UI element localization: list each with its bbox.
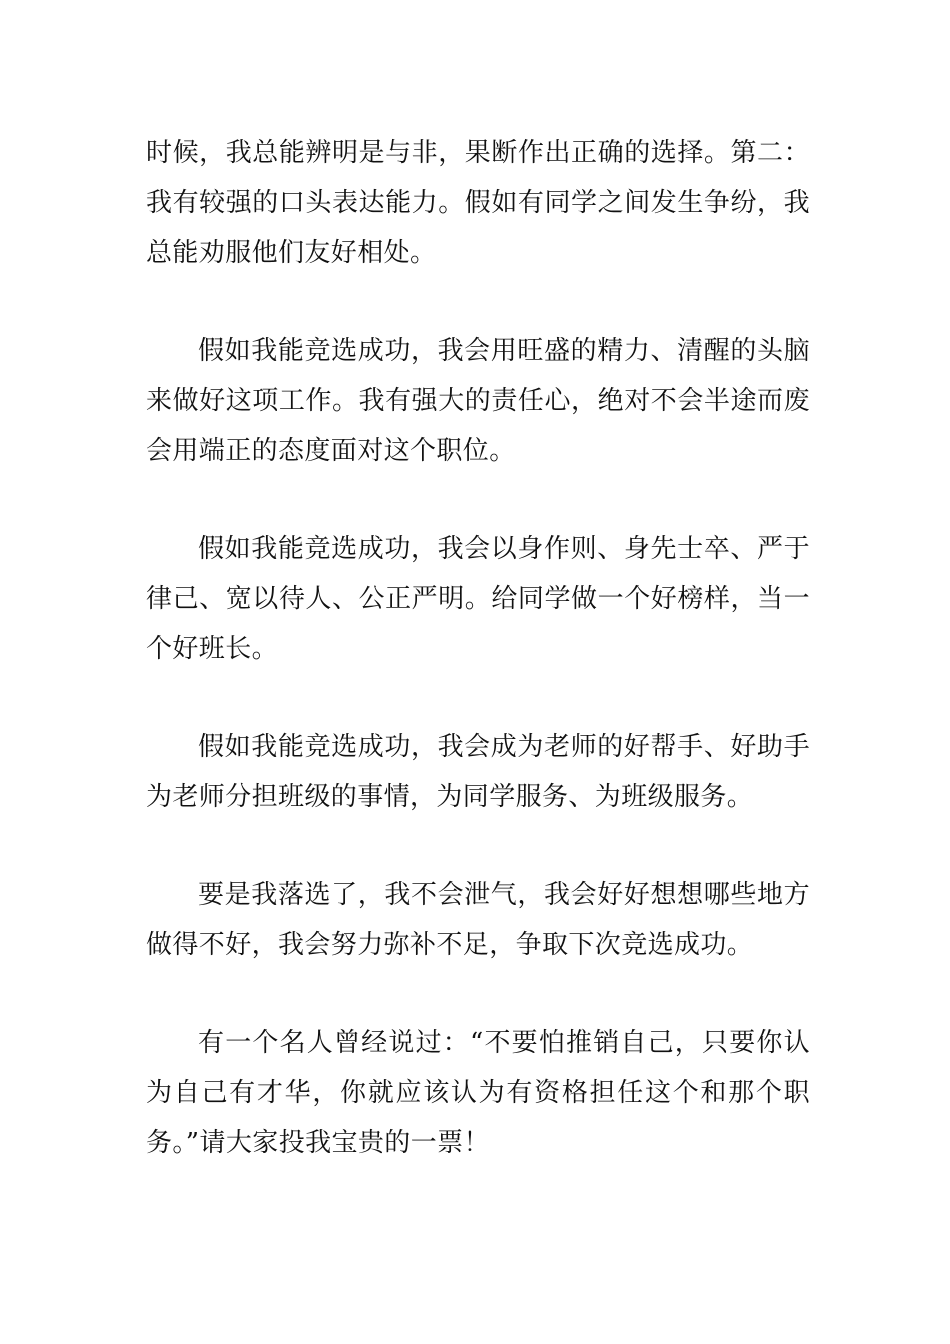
paragraph-helper: 假如我能竞选成功，我会成为老师的好帮手、好助手为老师分担班级的事情，为同学服务、为班级服务。 <box>146 732 810 812</box>
paragraph-closing-quote: 有一个名人曾经说过：“不要怕推销自己，只要你认为自己有才华，你就应该认为有资格担任这个和那个职务。”请大家投我宝贵的一票！ <box>146 1028 810 1158</box>
paragraph-role-model: 假如我能竞选成功，我会以身作则、身先士卒、严于律己、宽以待人、公正严明。给同学做一个好榜样，当一个好班长。 <box>146 534 810 664</box>
paragraph-energy: 假如我能竞选成功，我会用旺盛的精力、清醒的头脑来做好这项工作。我有强大的责任心，绝对不会半途而废会用端正的态度面对这个职位。 <box>146 336 810 466</box>
paragraph-if-lose: 要是我落选了，我不会泄气，我会好好想想哪些地方做得不好，我会努力弥补不足，争取下次竞选成功。 <box>146 880 810 960</box>
paragraph-continuation: 时候，我总能辨明是与非，果断作出正确的选择。第二：我有较强的口头表达能力。假如有同学之间发生争纷，我总能劝服他们友好相处。 <box>146 138 810 268</box>
document-body <box>146 128 810 1216</box>
